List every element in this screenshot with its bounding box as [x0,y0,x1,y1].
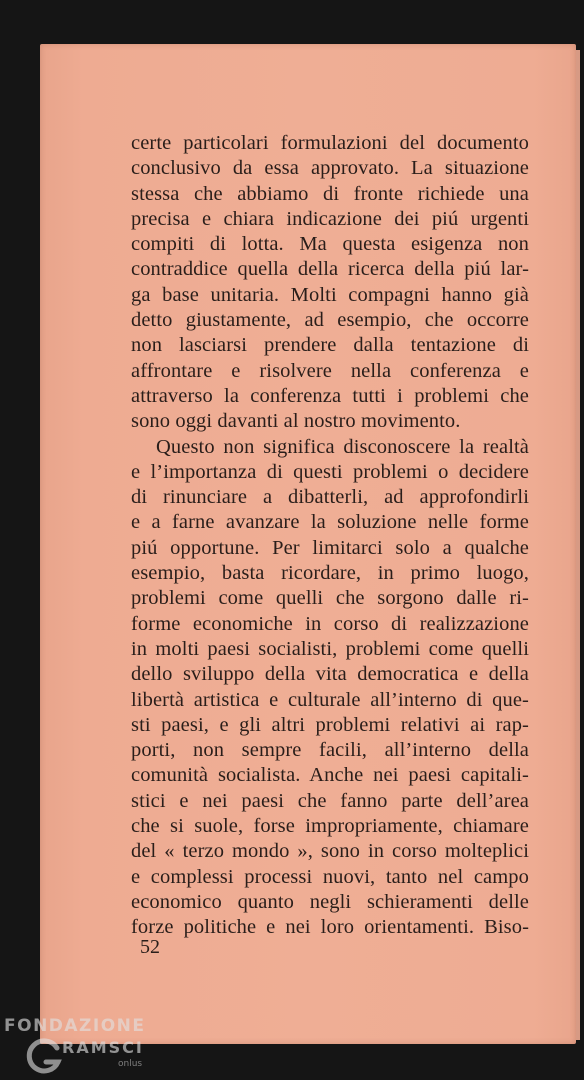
text-line: non lasciarsi prendere dalla tentazione di [131,334,529,357]
text-line: detto giustamente, ad esempio, che occorre [131,309,529,332]
text-line: precisa e chiara indicazione dei piú urgenti [131,207,529,230]
text-line: in molti paesi socialisti, problemi come quelli [131,637,529,660]
text-line: contraddice quella della ricerca della piú lar- [131,258,529,281]
text-line: del « terzo mondo », sono in corso molteplici [131,840,529,863]
page-number: 52 [140,936,160,958]
text-line: conclusivo da essa approvato. La situazione [131,157,529,180]
text-line: libertà artistica e culturale all’interno di que- [131,688,529,711]
text-line: ga base unitaria. Molti compagni hanno già [131,283,529,306]
text-line: forme economiche in corso di realizzazione [131,612,529,635]
watermark-logo [0,1012,160,1078]
paragraph-start: Questo non significa disconoscere la realtà [156,435,529,458]
text-line: problemi come quelli che sorgono dalle ri- [131,587,529,610]
text-line: porti, non sempre facili, all’interno della [131,739,529,762]
text-line: certe particolari formulazioni del documento [131,132,529,154]
text-line: economico quanto negli schieramenti delle [131,890,529,913]
text-line: comunità socialista. Anche nei paesi capitali- [131,764,529,787]
text-line: e complessi processi nuovi, tanto nel campo [131,865,529,888]
watermark-suffix: onlus [118,1059,143,1069]
watermark-line2: RAMSCI [62,1038,144,1057]
text-line: di rinunciare a dibatterli, ad approfondirli [131,486,529,509]
text-line: stessa che abbiamo di fronte richiede una [131,182,529,205]
text-line: stici e nei paesi che fanno parte dell’area [131,789,529,812]
text-line: sono oggi davanti al nostro movimento. [131,410,461,433]
text-line: esempio, basta ricordare, in primo luogo, [131,562,529,585]
text-line: sti paesi, e gli altri problemi relativi ai rap- [131,713,529,736]
text-line: attraverso la conferenza tutti i problemi che [131,384,529,407]
text-line: affrontare e risolvere nella conferenza e [131,359,529,382]
text-line: che si suole, forse impropriamente, chiamare [131,815,529,838]
g-logo-icon [24,1036,64,1076]
text-line: compiti di lotta. Ma questa esigenza non [131,233,529,256]
text-line: piú opportune. Per limitarci solo a qualche [131,536,529,559]
watermark-line1: FONDAZIONE [4,1016,146,1036]
page-edge [576,50,580,1040]
body-text [131,131,529,941]
text-line: e l’importanza di questi problemi o decidere [131,460,529,483]
text-line: dello sviluppo della vita democratica e della [131,663,529,686]
text-line: e a farne avanzare la soluzione nelle forme [131,511,529,534]
text-line: forze politiche e nei loro orientamenti. Biso- [131,916,529,939]
